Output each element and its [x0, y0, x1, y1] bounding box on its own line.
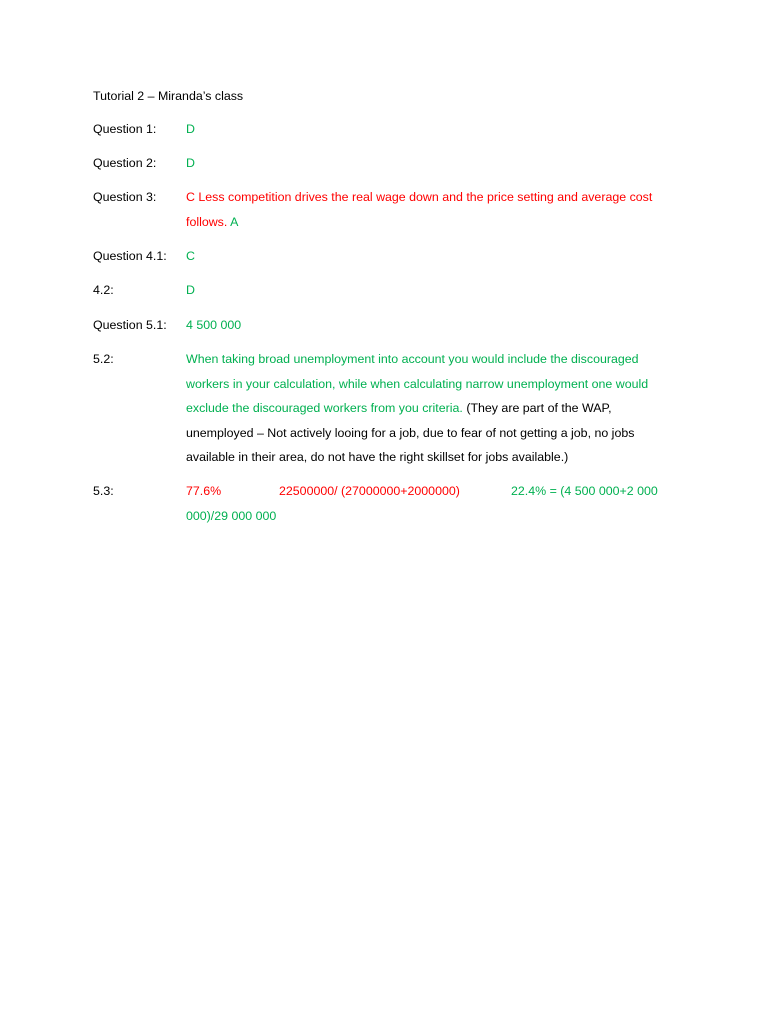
question-5-1-answer: 4 500 000: [186, 318, 242, 332]
question-2-answer: D: [186, 156, 195, 170]
question-5-3-label: 5.3:: [93, 484, 114, 498]
question-1-label: Question 1:: [93, 122, 157, 136]
question-5-3-answer: [186, 479, 673, 528]
question-2-label: Question 2:: [93, 156, 157, 170]
question-5-2-answer: [186, 347, 673, 470]
question-3-answer: [186, 185, 673, 234]
question-5-1-label: Question 5.1:: [93, 318, 167, 332]
question-5-3-wrong-calc: 22500000/ (27000000+2000000): [279, 484, 460, 498]
question-3-wrong-answer: C Less competition drives the real wage down and the price setting and average cost follows.: [186, 190, 653, 229]
question-4-2-answer: D: [186, 283, 195, 297]
question-4-1-answer: C: [186, 249, 195, 263]
question-1-answer: D: [186, 122, 195, 136]
question-3-correct-answer: A: [230, 214, 239, 229]
question-5-3-correct-answer: 22.4% = (4 500 000+2 000 000)/29 000 000: [186, 484, 658, 523]
question-4-2-label: 4.2:: [93, 283, 114, 297]
question-5-3-wrong-value: 77.6%: [186, 484, 222, 498]
question-5-2-label: 5.2:: [93, 352, 114, 366]
question-3-label: Question 3:: [93, 190, 157, 204]
question-5-2-main-answer: When taking broad unemployment into account you would include the discouraged workers in your calculation, while when calculating narrow unemployment one would exclude the discouraged workers from you criteria.: [186, 352, 649, 415]
page-title: Tutorial 2 – Miranda’s class: [93, 89, 244, 103]
question-4-1-label: Question 4.1:: [93, 249, 167, 263]
question-5-2-note: (They are part of the WAP, unemployed – Not actively looing for a job, due to fear of not getting a job, no jobs available in their area, do not have the right skillset for jobs available.): [186, 401, 635, 464]
